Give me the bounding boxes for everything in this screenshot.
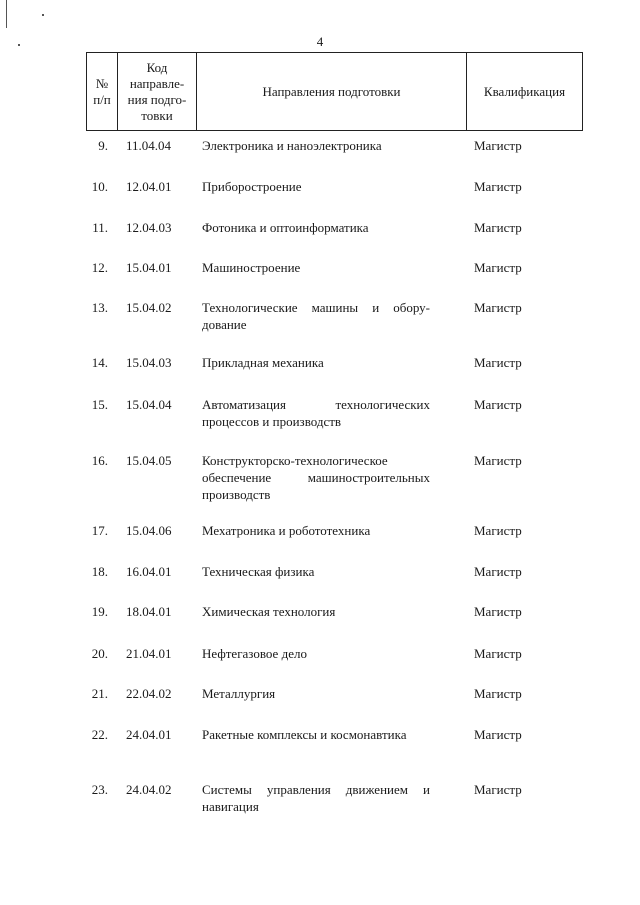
header-qualification: Квалификация xyxy=(483,83,566,99)
row-code: 12.04.03 xyxy=(126,220,172,235)
header-direction: Направления подготовки xyxy=(197,53,467,130)
row-code: 15.04.04 xyxy=(126,397,172,412)
row-qualification: Магистр xyxy=(474,138,522,153)
row-direction: Электроника и наноэлектроника xyxy=(202,138,382,153)
row-number: 22. xyxy=(91,727,108,742)
row-code: 24.04.01 xyxy=(126,727,172,742)
row-direction: Прикладная механика xyxy=(202,355,324,370)
row-code: 21.04.01 xyxy=(126,646,172,661)
row-direction: Приборостроение xyxy=(202,179,302,194)
row-qualification: Магистр xyxy=(474,355,522,370)
row-qualification: Магистр xyxy=(474,300,522,315)
row-qualification: Магистр xyxy=(474,782,522,797)
row-qualification: Магистр xyxy=(474,453,522,468)
row-number: 13. xyxy=(91,300,108,315)
row-direction: Химическая технология xyxy=(202,604,336,619)
row-direction: Ракетные комплексы и космонавтика xyxy=(202,727,407,742)
row-qualification: Магистр xyxy=(474,397,522,412)
row-direction: Технологические машины и обору-дование xyxy=(202,300,430,332)
row-qualification: Магистр xyxy=(474,604,522,619)
row-code: 18.04.01 xyxy=(126,604,172,619)
row-qualification: Магистр xyxy=(474,523,522,538)
row-code: 15.04.05 xyxy=(126,453,172,468)
row-number: 18. xyxy=(91,564,108,579)
row-code: 15.04.03 xyxy=(126,355,172,370)
row-number: 10. xyxy=(91,179,108,194)
row-direction: Фотоника и оптоинформатика xyxy=(202,220,369,235)
row-number: 11. xyxy=(92,220,108,235)
row-number: 12. xyxy=(91,260,108,275)
row-direction: Мехатроника и робототехника xyxy=(202,523,371,538)
row-direction: Металлургия xyxy=(202,686,276,701)
row-number: 21. xyxy=(91,686,108,701)
row-number: 20. xyxy=(91,646,108,661)
row-code: 15.04.01 xyxy=(126,260,172,275)
row-direction: Техническая физика xyxy=(202,564,315,579)
row-number: 9. xyxy=(98,138,108,153)
header-number: № п/п xyxy=(87,53,118,130)
row-direction: Машиностроение xyxy=(202,260,301,275)
header-code: Код направле- ния подго- товки xyxy=(118,53,197,130)
row-qualification: Магистр xyxy=(474,646,522,661)
row-number: 14. xyxy=(91,355,108,370)
row-code: 16.04.01 xyxy=(126,564,172,579)
row-number: 17. xyxy=(91,523,108,538)
row-code: 12.04.01 xyxy=(126,179,172,194)
row-code: 11.04.04 xyxy=(126,138,172,153)
row-number: 16. xyxy=(91,453,108,468)
row-direction: Автоматизация технологических процессов и производств xyxy=(202,397,430,429)
row-code: 24.04.02 xyxy=(126,782,172,797)
row-code: 15.04.06 xyxy=(126,523,172,538)
row-code: 15.04.02 xyxy=(126,300,172,315)
row-qualification: Магистр xyxy=(474,727,522,742)
row-number: 19. xyxy=(91,604,108,619)
row-direction: Системы управления движением и навигация xyxy=(202,782,430,814)
scan-mark xyxy=(6,0,7,28)
table-header xyxy=(86,52,583,131)
row-qualification: Магистр xyxy=(474,564,522,579)
row-number: 15. xyxy=(91,397,108,412)
row-direction: Нефтегазовое дело xyxy=(202,646,307,661)
row-qualification: Магистр xyxy=(474,179,522,194)
scan-dot xyxy=(42,14,44,16)
page-number: 4 xyxy=(316,34,324,49)
row-direction: Конструкторско-технологическое обеспечение машиностроительных производств xyxy=(202,453,430,502)
row-qualification: Магистр xyxy=(474,260,522,275)
row-code: 22.04.02 xyxy=(126,686,172,701)
row-qualification: Магистр xyxy=(474,686,522,701)
row-qualification: Магистр xyxy=(474,220,522,235)
row-number: 23. xyxy=(91,782,108,797)
